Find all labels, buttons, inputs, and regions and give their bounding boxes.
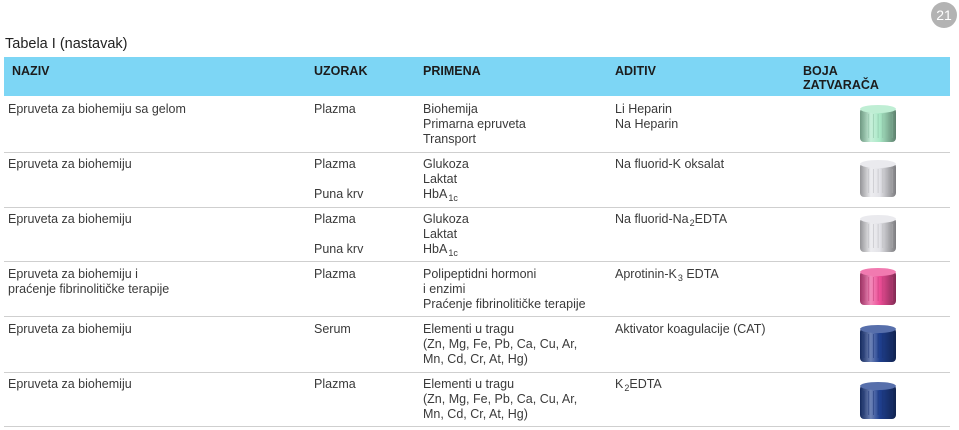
green-cap-icon [856,102,900,146]
row-divider [4,426,950,427]
header-primena: PRIMENA [423,64,481,78]
cell-uzorak: Serum [314,322,351,336]
cell-uzorak: Plazma Puna krv [314,157,364,201]
cell-primena: Elementi u tragu (Zn, Mg, Fe, Pb, Ca, Cu, Ar, Mn, Cd, Cr, At, Hg) [423,377,578,421]
cell-primena: Glukoza Laktat HbA$_{1c}$ [423,157,469,203]
row-divider [4,152,950,153]
header-uzorak: UZORAK [314,64,368,78]
cell-aditiv: Li Heparin Na Heparin [615,102,679,131]
header-naziv: NAZIV [12,64,50,78]
cell-uzorak: Plazma [314,102,356,116]
header-boja-line2: ZATVARAČA [803,78,879,92]
cell-aditiv: Na fluorid-K oksalat [615,157,725,171]
cell-naziv: Epruveta za biohemiju [8,377,132,391]
header-aditiv: ADITIV [615,64,656,78]
cell-primena: Polipeptidni hormoni i enzimi Praćenje fibrinolitičke terapije [423,267,586,311]
cell-primena: Glukoza Laktat HbA$_{1c}$ [423,212,469,258]
cell-aditiv: Na fluorid-$Na_2EDTA$ [615,212,728,228]
header-boja [803,64,879,92]
row-divider [4,316,950,317]
row-divider [4,207,950,208]
cell-naziv: Epruveta za biohemiju i praćenje fibrinolitičke terapije [8,267,170,296]
pink-cap-icon [856,265,900,309]
cell-uzorak: Plazma [314,377,356,391]
cell-aditiv: Aprotinin-$K_3$ EDTA [615,267,719,283]
cell-naziv: Epruveta za biohemiju [8,322,132,336]
gray-cap-icon [856,212,900,256]
navy-cap-icon [856,379,900,423]
gray-cap-icon [856,157,900,201]
cell-primena: Biohemija Primarna epruveta Transport [423,102,526,146]
cell-uzorak: Plazma [314,267,356,281]
page-number-badge: 21 [931,2,957,28]
cell-naziv: Epruveta za biohemiju sa gelom [8,102,186,116]
cell-primena: Elementi u tragu (Zn, Mg, Fe, Pb, Ca, Cu, Ar, Mn, Cd, Cr, At, Hg) [423,322,578,366]
row-divider [4,372,950,373]
navy-cap-icon [856,322,900,366]
cell-naziv: Epruveta za biohemiju [8,157,132,171]
cell-aditiv: $K_2EDTA$ [615,377,662,393]
table-title: Tabela I (nastavak) [5,36,128,52]
row-divider [4,261,950,262]
header-boja-line1: BOJA [803,64,838,78]
cell-aditiv: Aktivator koagulacije (CAT) [615,322,766,336]
cell-naziv: Epruveta za biohemiju [8,212,132,226]
cell-uzorak: Plazma Puna krv [314,212,364,256]
